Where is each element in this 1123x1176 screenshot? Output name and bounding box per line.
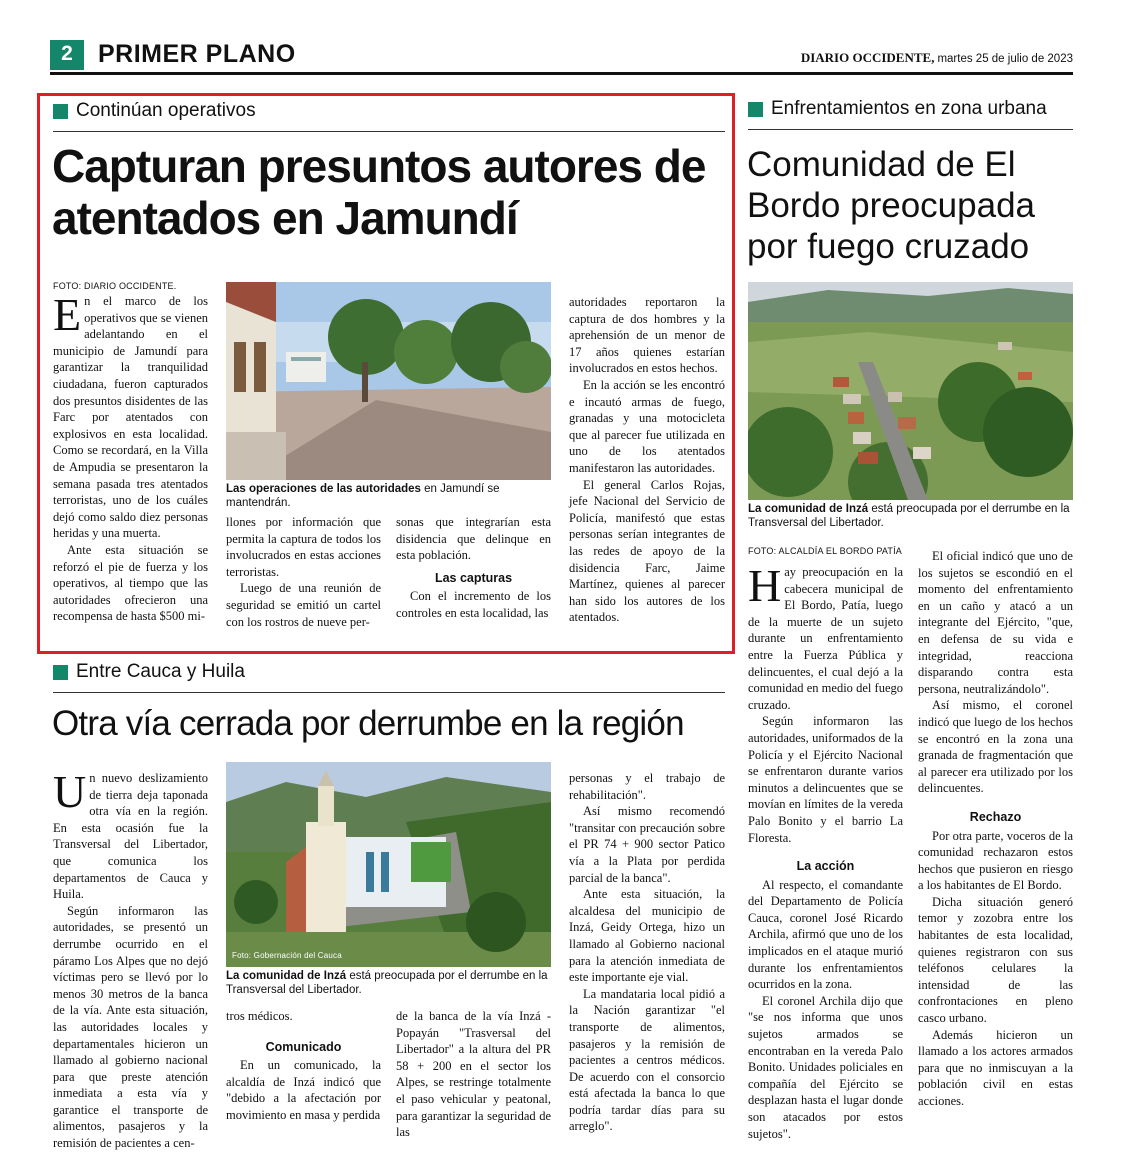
article1-photo-caption [226,482,551,510]
article3-paragraph: de la banca de la vía Inzá - Popayán "Trasversal del Libertador" a la altura del PR 58 + 200 en el sector los Alpes, se restringe totalmente el paso vehicular y peatonal, para garantizar la seguridad de las [396,1009,551,1140]
caption-bold: La comunidad de Inzá [748,503,869,515]
article1-subhead: Las capturas [434,570,513,585]
article1-col1 [53,289,208,625]
article1-paragraph: Ante esta situación se reforzó el pie de fuerza y los operativos, al tiempo que las autoridades ofrecieron una recompensa de hasta $500 mi- [53,542,208,624]
article3-paragraph: Según informaron las autoridades, se presentó un derrumbe ocurrido en el páramo Los Alpes que no dejó víctimas pero se llevó por lo menos 30 metros de la banca de la vía. Ante esta situación, las autoridades locales y departamentales hicieron un llamado al gobierno nacional para que preste atención inmediata a esta vía y garantice el transporte de alimentos, pasajeros y la remisión de pacientes a cen- [53,903,208,1151]
article2-paragraph: ay preocupación en la cabecera municipal de El Bordo, Patía, luego de la muerte de un sujeto durante un enfrentamiento entre la Fuerza Pública y delincuentes, el cual dejó a la comunidad en medio del fuego cruzado. [748,565,903,712]
article3-col1 [53,766,208,1152]
article3-subhead: Comunicado [265,1039,342,1054]
article2-headline: Comunidad de El Bordo preocupada por fuego cruzado [747,145,1035,266]
article3-col3 [396,1008,551,1141]
section-bullet [748,102,763,117]
article1-paragraph: autoridades reportaron la captura de dos hombres y la aprehensión de un menor de 17 años quienes estarían involucrados en estos hechos. [569,295,725,376]
article2-photo-caption [748,502,1073,530]
article1-col3 [396,514,551,622]
section-title: PRIMER PLANO [98,40,296,68]
article3-paragraph: personas y el trabajo de rehabilitación". [569,771,725,802]
article1-photo-credit: FOTO: DIARIO OCCIDENTE. [53,281,177,291]
article3-photo [226,762,551,967]
article3-col4 [569,770,725,1135]
header-date: martes 25 de julio de 2023 [937,53,1073,65]
section-bullet [53,104,68,119]
paper-name: DIARIO OCCIDENTE, [800,50,935,65]
article3-kicker-text: Entre Cauca y Huila [76,661,245,682]
article1-kicker-text: Continúan operativos [76,100,256,121]
article2-paragraph: Por otra parte, voceros de la comunidad rechazaron estos hechos que pusieron en riesgo a los habitantes de El Bordo. [918,828,1073,893]
caption-text: en Jamundí se mantendrán. [226,483,500,509]
article3-paragraph: tros médicos. [226,1009,293,1023]
article2-subhead: Rechazo [969,809,1022,824]
article1-paragraph: llones por información que permita la captura de todos los involucrados en estas acciones terroristas. [226,515,381,579]
article1-paragraph: sonas que integrarían esta disidencia que delinque en esta población. [396,515,551,563]
article2-paragraph: Además hicieron un llamado a los actores armados para que no inmiscuyan a la población civil en estas acciones. [918,1027,1073,1108]
article1-paragraph: Luego de una reunión de seguridad se emitió un cartel con los rostros de nueve per- [226,581,381,629]
header-rule [50,72,1073,75]
masthead [795,50,1073,66]
article2-kicker [748,98,1047,120]
article1-paragraph: n el marco de los operativos que se vienen adelantando en el municipio de Jamundí para garantizar la tranquilidad ciudadana, fueron capturados dos presuntos disidentes de las Farc por atentados con explosivos en esta localidad. Como se recordará, en la Villa de Ampudia se presentaron la semana pasada tres atentados terroristas, uno de los cuáles dejó como saldo diez personas heridas y una muerta. [53,294,208,541]
article2-paragraph: Al respecto, el comandante del Departamento de Policía Cauca, coronel José Ricardo Archila, afirmó que uno de los implicados en el ataque murió durante los enfrentamientos ocurridos en la zona. [748,877,903,992]
article2-col1 [748,560,903,1142]
article3-paragraph: La mandataria local pidió a la Nación garantizar "el transporte de alimentos, pasajeros y la remisión de pacientes a centros médicos. De acuerdo con el consorcio está afectada la banca lo que podría tardar días para su arreglo". [569,986,725,1134]
article1-paragraph: Con el incremento de los controles en esta localidad, las [396,589,551,620]
article2-paragraph: Dicha situación generó temor y zozobra entre los habitantes de esta localidad, quienes registraron con sus teléfonos celulares la intensidad de las confrontaciones en pleno casco urbano. [918,894,1073,1026]
article3-dropcap: U [53,766,87,817]
section-bullet [53,665,68,680]
article1-col2 [226,514,381,630]
article2-photo-credit: FOTO: ALCALDÍA EL BORDO PATÍA [748,546,903,556]
article1-photo [226,282,551,480]
article3-col2 [226,1008,381,1124]
caption-bold: Las operaciones de las autoridades [226,483,421,495]
caption-text: está preocupada por el derrumbe en la Transversal del Libertador. [226,970,548,996]
article3-paragraph: En un comunicado, la alcaldía de Inzá indicó que "debido a la afectación por movimiento en masa y perdida [226,1058,381,1122]
caption-text: está preocupada por el derrumbe en la Transversal del Libertador. [748,503,1070,529]
article2-kicker-rule [748,129,1073,130]
article2-paragraph: El oficial indicó que uno de los sujetos se escondió en el momento del enfrentamiento en un caño y atacó a un integrante del Ejército, "que, en defensa de su vida e integridad, reacciona disparando contra esta persona, neutralizándolo". [918,549,1073,696]
article1-paragraph: En la acción se les encontró e incautó armas de fuego, granadas y una motocicleta que al parecer fue utilizada en uno de los atentados manifestaron las autoridades. [569,377,725,475]
page-number: 2 [61,42,73,65]
article3-photo-credit: Foto: Gobernación del Cauca [232,951,342,960]
article2-col2 [918,548,1073,1110]
article1-headline: Capturan presuntos autores de atentados en Jamundí [52,140,706,244]
article2-paragraph: Así mismo, el coronel indicó que luego de los hechos se encontró en la zona una granada de fragmentación que al parecer era utilizado por los delincuentes. [918,698,1073,796]
article2-paragraph: Según informaron las autoridades, uniformados de la Policía y el Ejército Nacional se enfrentaron durante varios minutos a delincuentes que se movían en límites de la vereda Palo Bonito y el barrio La Floresta. [748,714,903,845]
article1-dropcap: E [53,289,82,340]
article3-photo-caption [226,969,551,997]
article3-headline: Otra vía cerrada por derrumbe en la región [52,704,684,743]
article1-col4 [569,294,725,626]
caption-bold: La comunidad de Inzá [226,970,347,982]
article3-kicker [53,661,245,683]
article2-kicker-text: Enfrentamientos en zona urbana [771,98,1047,119]
article1-kicker [53,100,256,122]
article2-paragraph: El coronel Archila dijo que "se nos informa que unos sujetos armados se encontraban en la vereda Palo Bonito. Unidades policiales en compañía del Ejército se desplazan hasta el lugar donde son atacados por estos sujetos". [748,993,903,1141]
article3-paragraph: Ante esta situación, la alcaldesa del municipio de Inzá, Geidy Ortega, hizo un llamado al Gobierno nacional para la atención inmediata de este importante eje vial. [569,887,725,985]
article2-photo [748,282,1073,500]
article3-paragraph: n nuevo deslizamiento de tierra deja taponada otra vía en la región. En esta ocasión fue la Transversal del Libertador, que comunica los departamentos de Cauca y Huila. [53,771,208,902]
article2-dropcap: H [748,560,782,611]
article1-kicker-rule [53,131,725,132]
article2-subhead: La acción [796,859,855,874]
article1-paragraph: El general Carlos Rojas, jefe Nacional del Servicio de Policía, manifestó que estas personas serían integrantes de las redes de apoyo de la disidencia Farc, Jaime Martínez, quienes al parecer han sido los autores de los atentados. [569,477,725,625]
article3-kicker-rule [53,692,725,693]
article3-paragraph: Así mismo recomendó "transitar con precaución sobre el PR 74 + 900 sector Patico vía a la Plata por perdida parcial de la banca". [569,804,725,885]
